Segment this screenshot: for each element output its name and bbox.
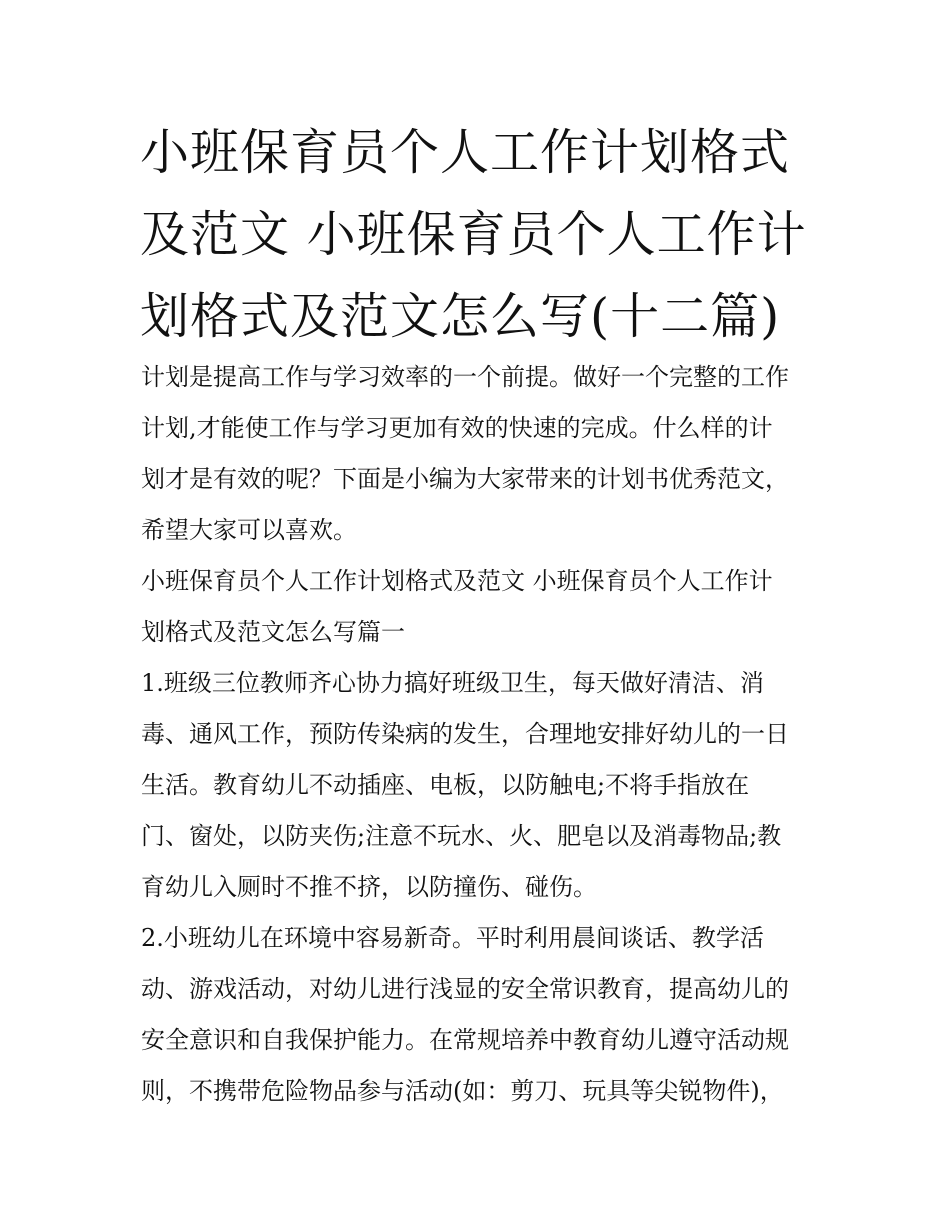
title-line: 及范文 小班保育员个人工作计	[140, 206, 807, 263]
title-line: 划格式及范文怎么写(十二篇)	[140, 288, 781, 345]
text-line: 2.小班幼儿在环境中容易新奇。平时利用晨间谈话、教学活	[141, 924, 764, 952]
text-line: 小班保育员个人工作计划格式及范文 小班保育员个人工作计	[141, 567, 773, 595]
text-line: 希望大家可以喜欢。	[141, 516, 357, 544]
title-line: 小班保育员个人工作计划格式	[140, 124, 791, 181]
numbered-paragraph-1	[141, 658, 831, 913]
text-line: 安全意识和自我保护能力。在常规培养中教育幼儿遵守活动规	[141, 1026, 789, 1054]
text-line: 毒、通风工作，预防传染病的发生，合理地安排好幼儿的一日	[141, 720, 789, 748]
page-title	[140, 112, 820, 358]
document-body	[141, 352, 831, 1117]
intro-paragraph	[141, 352, 831, 556]
text-line: 划格式及范文怎么写篇一	[141, 618, 405, 646]
numbered-paragraph-2	[141, 913, 831, 1117]
text-line: 计划,才能使工作与学习更加有效的快速的完成。什么样的计	[141, 414, 773, 442]
section-heading	[141, 556, 831, 658]
text-line: 生活。教育幼儿不动插座、电板，以防触电;不将手指放在	[141, 771, 750, 799]
text-line: 育幼儿入厕时不推不挤，以防撞伤、碰伤。	[141, 873, 597, 901]
text-line: 则，不携带危险物品参与活动(如：剪刀、玩具等尖锐物件)，	[141, 1077, 784, 1105]
text-line: 计划是提高工作与学习效率的一个前提。做好一个完整的工作	[141, 363, 789, 391]
text-line: 动、游戏活动，对幼儿进行浅显的安全常识教育，提高幼儿的	[141, 975, 789, 1003]
text-line: 1.班级三位教师齐心协力搞好班级卫生，每天做好清洁、消	[141, 669, 764, 697]
text-line: 门、窗处，以防夹伤;注意不玩水、火、肥皂以及消毒物品;教	[141, 822, 782, 850]
text-line: 划才是有效的呢？下面是小编为大家带来的计划书优秀范文，	[141, 465, 789, 493]
